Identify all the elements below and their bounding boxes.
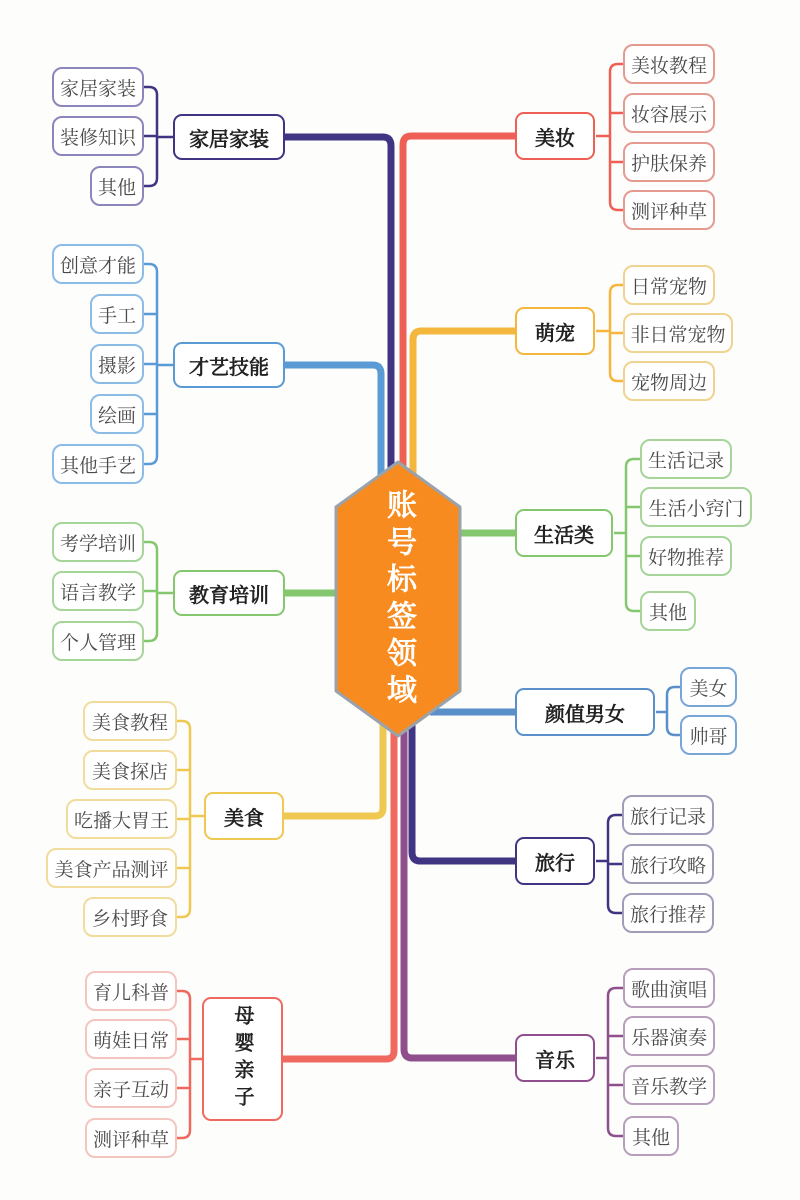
bracket-mother-baby: [177, 991, 203, 1138]
branch-home-decor: 家居家装: [173, 114, 285, 160]
branch-travel: 旅行: [515, 837, 595, 885]
leaf-node: 好物推荐: [640, 536, 732, 576]
branch-looks: 颜值男女: [515, 688, 655, 736]
leaf-node: 妆容展示: [623, 93, 715, 133]
leaf-node: 旅行记录: [622, 795, 714, 835]
branch-beauty: 美妆: [515, 112, 595, 160]
bracket-pets: [596, 285, 623, 381]
center-topic: 账号标签领域: [382, 489, 415, 711]
leaf-node: 美食教程: [83, 701, 177, 741]
leaf-node: 其他手艺: [52, 444, 144, 484]
bracket-talent-skills: [144, 264, 174, 464]
leaf-node: 生活小窍门: [640, 487, 752, 527]
leaf-node: 美食产品测评: [46, 848, 177, 888]
bracket-music: [596, 988, 623, 1136]
leaf-node: 考学培训: [52, 522, 144, 562]
leaf-node: 手工: [90, 294, 144, 334]
branch-food: 美食: [204, 792, 284, 840]
leaf-node: 非日常宠物: [623, 313, 733, 353]
leaf-node: 日常宠物: [623, 265, 715, 305]
leaf-node: 萌娃日常: [85, 1019, 177, 1059]
leaf-node: 家居家装: [52, 67, 144, 107]
leaf-node: 宠物周边: [623, 361, 715, 401]
leaf-node: 帅哥: [680, 715, 737, 755]
leaf-node: 乡村野食: [83, 897, 177, 937]
leaf-node: 语言教学: [52, 571, 144, 611]
branch-education: 教育培训: [173, 570, 285, 616]
branch-music: 音乐: [515, 1034, 595, 1082]
leaf-node: 旅行攻略: [622, 844, 714, 884]
leaf-node: 摄影: [90, 344, 144, 384]
bracket-beauty: [596, 64, 623, 210]
bracket-education: [144, 542, 174, 641]
leaf-node: 旅行推荐: [622, 893, 714, 933]
bracket-lifestyle: [614, 459, 640, 611]
leaf-node: 美女: [680, 667, 737, 707]
leaf-node: 测评种草: [623, 190, 715, 230]
leaf-node: 其他: [640, 591, 696, 631]
leaf-node: 其他: [90, 166, 144, 206]
leaf-node: 其他: [623, 1116, 679, 1156]
leaf-node: 创意才能: [52, 244, 144, 284]
branch-lifestyle: 生活类: [515, 509, 613, 557]
bracket-food: [177, 721, 204, 917]
leaf-node: 绘画: [90, 394, 144, 434]
leaf-node: 测评种草: [85, 1118, 177, 1158]
bracket-travel: [596, 815, 622, 913]
branch-mother-baby: 母婴亲子: [202, 997, 283, 1121]
leaf-node: 吃播大胃王: [66, 799, 177, 839]
leaf-node: 美妆教程: [623, 44, 715, 84]
leaf-node: 亲子互动: [85, 1068, 177, 1108]
leaf-node: 美食探店: [83, 750, 177, 790]
leaf-node: 音乐教学: [623, 1065, 715, 1105]
leaf-node: 育儿科普: [85, 971, 177, 1011]
leaf-node: 生活记录: [640, 439, 732, 479]
bracket-home-decor: [144, 87, 174, 186]
leaf-node: 装修知识: [52, 116, 144, 156]
bracket-looks: [656, 687, 680, 735]
branch-talent-skills: 才艺技能: [173, 342, 285, 388]
branch-pets: 萌宠: [515, 307, 595, 355]
leaf-node: 护肤保养: [623, 142, 715, 182]
leaf-node: 个人管理: [52, 621, 144, 661]
leaf-node: 乐器演奏: [623, 1016, 715, 1056]
leaf-node: 歌曲演唱: [623, 968, 715, 1008]
